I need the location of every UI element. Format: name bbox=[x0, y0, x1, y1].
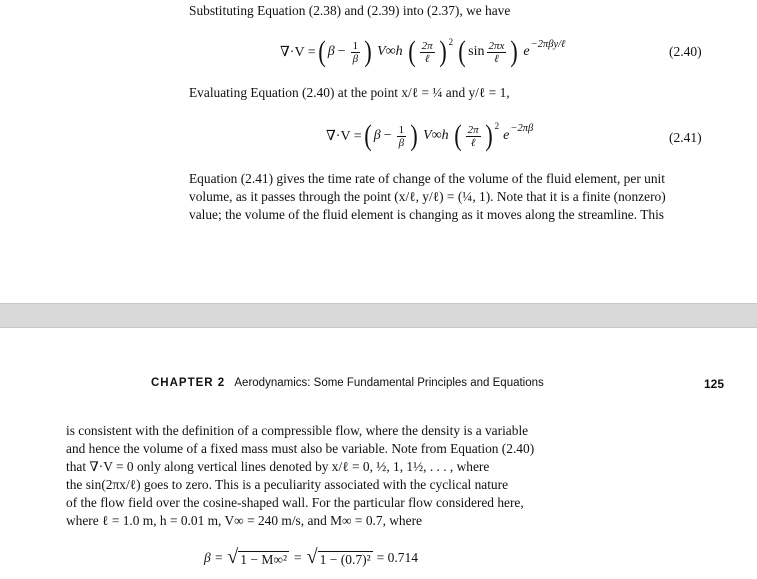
sqrt-1: √ 1 − M∞² bbox=[227, 546, 287, 568]
equation-2-41: ∇·V = ( β − $\frac{1}{\beta}$ ) V∞h ( $\frac{2\pi}{\text{ℓ}}$ ) 2 e −2πβ bbox=[326, 119, 534, 152]
eq241-exponent: −2πβ bbox=[510, 122, 534, 134]
beta-equation bbox=[204, 548, 418, 568]
eq241-square: 2 bbox=[494, 121, 500, 131]
equation-2-40: ∇·V = ( β − $\frac{1}{\beta}$ ) V∞h ( $\frac{2\pi}{\text{ℓ}}$ ) 2 ( sin $\frac{2\pi x}{\text{ℓ}}$ ) e −2πβy/ℓ bbox=[280, 35, 566, 68]
running-header bbox=[151, 377, 544, 389]
eq240-sin: sin bbox=[468, 44, 485, 59]
bottom-paragraph-line: and hence the volume of a fixed mass must also be variable. Note from Equation (2.40) bbox=[66, 441, 535, 456]
sqrt-1-body: 1 − M∞² bbox=[240, 552, 287, 567]
eq240-vinf-h: V∞h bbox=[377, 44, 403, 59]
eq240-minus: − bbox=[337, 44, 346, 59]
eq241-minus: − bbox=[383, 128, 392, 143]
bottom-paragraph-line: that ∇·V = 0 only along vertical lines denoted by x/ℓ = 0, ½, 1, 1½, . . . , where bbox=[66, 459, 490, 474]
equation-number-2-41: (2.41) bbox=[669, 130, 702, 145]
page-number: 125 bbox=[704, 377, 725, 391]
beta-equals: = bbox=[294, 550, 302, 565]
eq240-e: e bbox=[523, 44, 530, 59]
top-paragraph-line: volume, as it passes through the point (x/ℓ, y/ℓ) = (¼, 1). Note that it is a finite (nonzero) bbox=[189, 189, 666, 204]
beta-result: = 0.714 bbox=[376, 550, 419, 565]
bottom-paragraph-line: where ℓ = 1.0 m, h = 0.01 m, V∞ = 240 m/s, and M∞ = 0.7, where bbox=[66, 513, 422, 528]
chapter-label: CHAPTER 2 bbox=[151, 377, 226, 389]
paren-close: ) bbox=[364, 35, 372, 68]
top-paragraph bbox=[189, 170, 709, 224]
bottom-paragraph-line: of the flow field over the cosine-shaped wall. For the particular flow considered here, bbox=[66, 495, 524, 510]
page-separator bbox=[0, 303, 757, 328]
bottom-paragraph-line: is consistent with the definition of a compressible flow, where the density is a variable bbox=[66, 423, 529, 438]
sqrt-2-body: 1 − (0.7)² bbox=[319, 552, 371, 567]
eq240-2pi-over-l: $\frac{2\pi}{\text{ℓ}}$ bbox=[421, 39, 433, 65]
chapter-title: Aerodynamics: Some Fundamental Principles and Equations bbox=[234, 377, 544, 389]
bottom-paragraph-line: the sin(2πx/ℓ) goes to zero. This is a peculiarity associated with the cyclical nature bbox=[66, 477, 509, 492]
sqrt-2: √ 1 − (0.7)² bbox=[306, 546, 371, 568]
eq240-one-over-beta: $\frac{1}{\beta}$ bbox=[352, 39, 359, 65]
eq241-beta: β bbox=[373, 128, 381, 143]
eq240-square: 2 bbox=[448, 37, 454, 47]
eq240-exponent: −2πβy/ℓ bbox=[530, 38, 566, 50]
eq241-2pi-over-l: $\frac{2\pi}{\text{ℓ}}$ bbox=[467, 123, 479, 149]
eq241-vinf-h: V∞h bbox=[423, 128, 449, 143]
eq241-one-over-beta: $\frac{1}{\beta}$ bbox=[398, 123, 405, 149]
eq241-e: e bbox=[503, 128, 510, 143]
eq240-beta: β bbox=[327, 44, 335, 59]
beta-lhs: β = bbox=[204, 550, 224, 565]
intro-line: Substituting Equation (2.38) and (2.39) into (2.37), we have bbox=[189, 3, 511, 18]
eq240-lhs: ∇·V = bbox=[280, 44, 316, 60]
bottom-paragraph bbox=[66, 422, 586, 530]
eq241-lhs: ∇·V = bbox=[326, 128, 362, 144]
evaluating-line: Evaluating Equation (2.40) at the point x/ℓ = ¼ and y/ℓ = 1, bbox=[189, 85, 510, 100]
paren-open: ( bbox=[317, 35, 326, 68]
top-paragraph-line: Equation (2.41) gives the time rate of change of the volume of the fluid element, per unit bbox=[189, 171, 665, 186]
equation-number-2-40: (2.40) bbox=[669, 44, 702, 59]
top-paragraph-line: value; the volume of the fluid element is changing as it moves along the streamline. This bbox=[189, 207, 665, 222]
eq240-2pix-over-l: $\frac{2\pi x}{\text{ℓ}}$ bbox=[488, 39, 505, 65]
